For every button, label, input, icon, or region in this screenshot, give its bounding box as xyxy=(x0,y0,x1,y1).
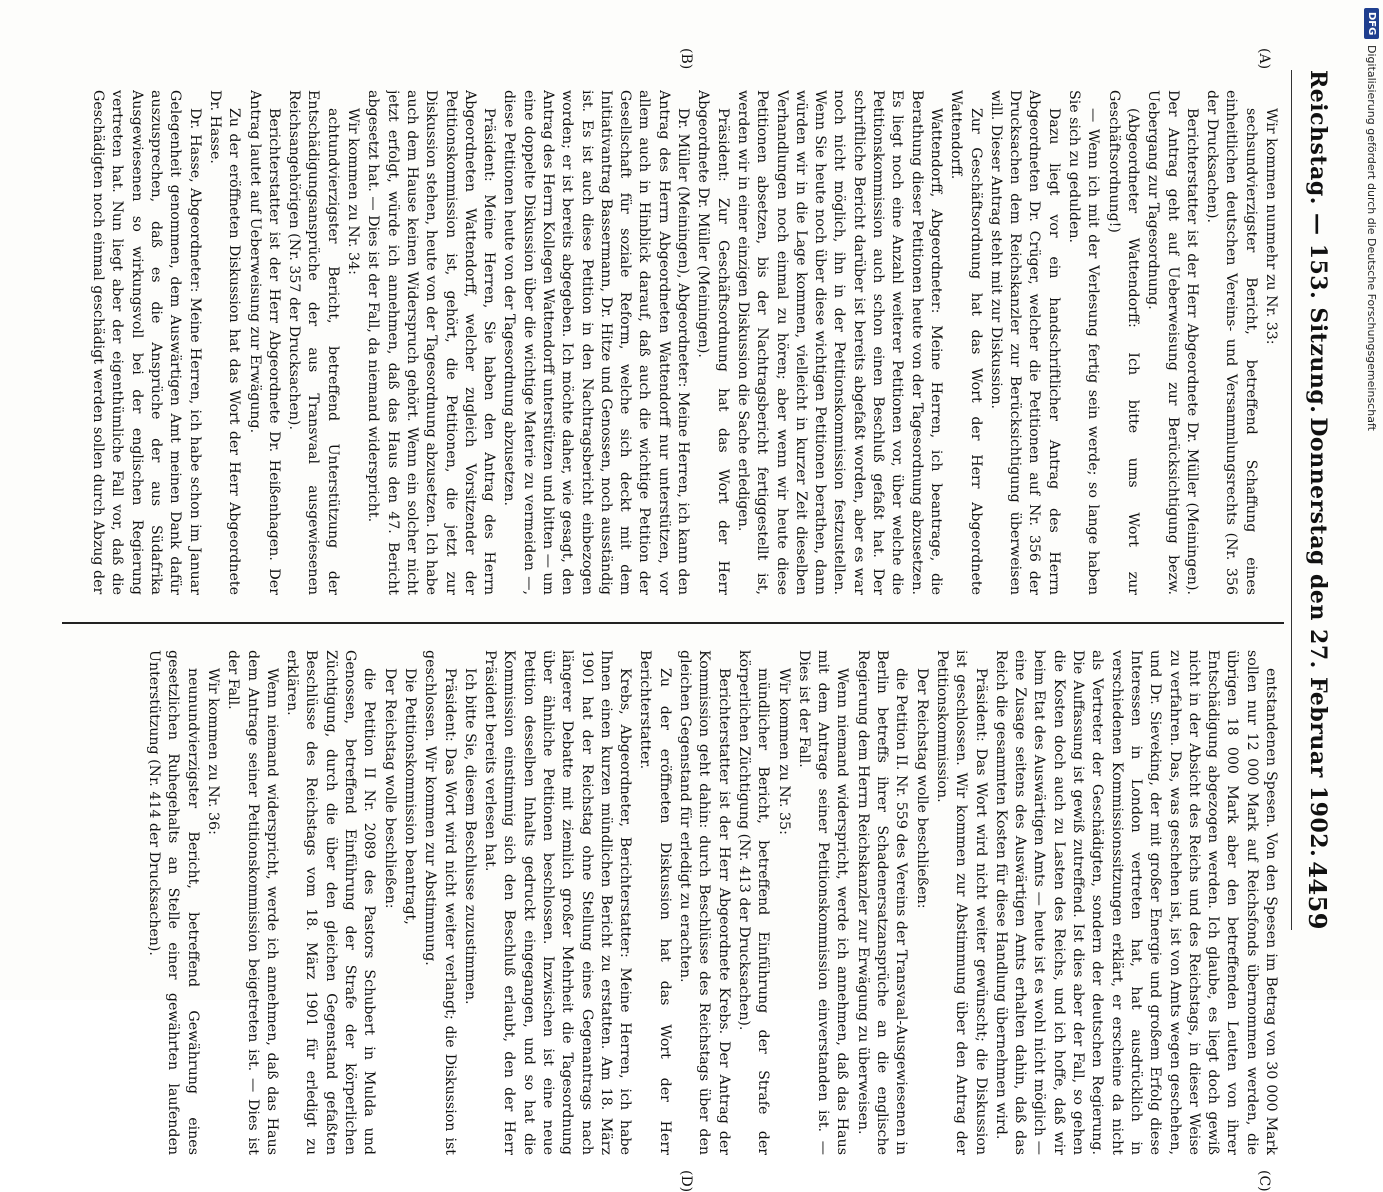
paragraph: Die Petitionskommission beantragt, xyxy=(401,668,418,925)
paragraph: sechsundvierzigster Bericht, betreffend Schaffung eines einheitlichen deutschen Vereins- und Versammlungsrechts (Nr. 356 der Drucksachen). xyxy=(1203,90,1259,595)
margin-marker-d: (D) xyxy=(677,1170,694,1192)
paragraph: die Petition II. Nr. 559 des Vereins der Transvaal-Ausgewiesenen in Berlin betreffs ihrer Schadenersatzansprüche an die englische Regierung dem Herrn Reichskanzler zur Erwägung zu überweisen. xyxy=(854,650,909,1155)
page-header xyxy=(1294,70,1342,930)
paragraph: Wir kommen zu Nr. 34: xyxy=(344,108,361,275)
paragraph: Dazu liegt vor ein handschriftlicher Antrag des Herrn Abgeordneten Dr. Crüger, welcher die Petitionen auf Nr. 356 der Drucksachen dem Reichskanzler zur Berücksichtigung überweisen will. Dieser Antrag steht mit zur Diskussion. xyxy=(987,90,1062,595)
paragraph: Zur Geschäftsordnung hat das Wort der Herr Abgeordnete Wattendorff. xyxy=(947,90,984,595)
right-column xyxy=(72,650,1280,1155)
margin-marker-c: (C) xyxy=(1255,1170,1272,1192)
paragraph: mündlicher Bericht, betreffend Einführung der Strafe der körperlichen Züchtigung (Nr. 413 der Drucksachen). xyxy=(735,650,771,1155)
paragraph: die Petition II Nr. 2089 des Pastors Schubert in Mulda und Genossen, betreffend Einführung der Strafe der körperlichen Züchtigung, durch die über den gleichen Gegenstand gefaßten Beschlüsse des Reichstags vom 18. März 1901 für erledigt zu erklären. xyxy=(283,650,377,1155)
paragraph: Berichterstatter ist der Herr Abgeordnete Dr. Heißenhagen. Der Antrag lautet auf Ueberweisung zur Erwägung. xyxy=(246,90,282,595)
funding-text: Digitalisierung gefördert durch die Deutsche Forschungsgemeinschaft xyxy=(1365,45,1378,432)
left-column xyxy=(72,90,1280,595)
paragraph: achtundvierzigster Bericht, betreffend Unterstützung der Entschädigungsansprüche der aus Transvaal ausgewiesenen Reichsangehörigen (Nr. 357 der Drucksachen). xyxy=(285,90,341,595)
paragraph: Wir kommen zu Nr. 36: xyxy=(204,668,221,835)
paragraph: Zu der eröffneten Diskussion hat das Wort der Herr Berichterstatter. xyxy=(637,650,673,1155)
dfg-logo: DFG xyxy=(1364,8,1379,39)
paragraph: Wir kommen zu Nr. 35: xyxy=(775,668,792,835)
paragraph: Präsident: Zur Geschäftsordnung hat das Wort der Herr Abgeordnete Dr. Müller (Meiningen). xyxy=(694,90,731,595)
paragraph: Der Reichstag wolle beschließen: xyxy=(381,668,398,909)
paragraph: Wir kommen nunmehr zu Nr. 33: xyxy=(1262,108,1279,345)
header-rule xyxy=(1291,70,1292,930)
paragraph: Präsident: Meine Herren, Sie haben den Antrag des Herrn Abgeordneten Wattendorff, welcher zugleich Vorsitzender der Petitionskommission ist, gehört, die Petitionen, die jetzt zur Diskussion stehen, heute von der Tagesordnung abzusetzen. Ich habe auch dem Hause keinen Widerspruch gehört. Wenn ein solcher nicht jetzt erfolgt, würde ich annehmen, daß das Haus den 47. Bericht abgesetzt hat. — Dies ist der Fall, da niemand widerspricht. xyxy=(364,90,497,595)
paragraph: neunundvierzigster Bericht, betreffend Gewährung eines gesetzlichen Ruhegehalts an Stelle einer gewährten laufenden Unterstützung (Nr. 414 der Drucksachen). xyxy=(145,650,201,1155)
column-divider xyxy=(62,622,1284,624)
margin-marker-a: (A) xyxy=(1255,48,1272,70)
header-left: Reichstag. — 153. Sitzung. xyxy=(1304,70,1331,414)
paragraph: Zu der eröffneten Diskussion hat das Wort der Herr Abgeordnete Dr. Hasse. xyxy=(206,90,242,595)
page-number: 4459 xyxy=(1303,861,1332,930)
paragraph: Der Reichstag wolle beschließen: xyxy=(913,668,930,909)
paragraph: Krebs, Abgeordneter, Berichterstatter: Meine Herren, ich habe Ihnen einen kurzen mündlichen Bericht zu erstatten. Am 18. März 1901 hat der Reichstag ohne Stellung eines Gegenantrags nach längerer Debatte mit ziemlich großer Mehrheit die Tagesordnung über ähnliche Petitionen beschlossen. Inzwischen ist eine neue Petition desselben Inhalts gedruckt eingegangen, und so hat die Kommission einstimmig sich den Beschluß erlaubt, den der Herr Präsident bereits verlesen hat. xyxy=(481,650,633,1155)
paragraph: Wattendorff, Abgeordneter: Meine Herren, ich beantrage, die Berathung dieser Petitionen heute von der Tagesordnung abzusetzen. Es liegt noch eine Anzahl weiterer Petitionen vor, über welche die Petitionskommission auch schon einen Beschluß gefaßt hat. Der schriftliche Bericht darüber ist bereits abgefaßt worden, aber es war noch nicht möglich, ihn in der Petitionskommission festzustellen. Wenn Sie heute noch über diese wichtigen Petitionen berathen, dann würden wir in die Lage kommen, vielleicht in kurzer Zeit dieselben Verhandlungen noch einmal zu hören; aber wenn wir heute diese Petitionen absetzen, bis der Nachtragsbericht fertiggestellt ist, werden wir in einer einzigen Diskussion die Sache erledigen. xyxy=(734,90,944,595)
paragraph: Wenn niemand widerspricht, werde ich annehmen, daß das Haus dem Antrage seiner Petitionskommission beigetreten ist. — Dies ist der Fall. xyxy=(224,650,280,1155)
paragraph: Ich bitte Sie, diesem Beschlusse zuzustimmen. xyxy=(461,668,478,1005)
rotated-page-content xyxy=(42,30,1342,1192)
paragraph: Präsident: Das Wort wird nicht weiter verlangt; die Diskussion ist geschlossen. Wir kommen zur Abstimmung. xyxy=(421,650,458,1155)
margin-marker-b: (B) xyxy=(677,48,694,70)
paragraph: Präsident: Das Wort wird nicht weiter gewünscht; die Diskussion ist geschlossen. Wir kommen zur Abstimmung über den Antrag der Petitionskommission. xyxy=(933,650,989,1155)
paragraph: — Wenn ich mit der Verlesung fertig sein werde; so lange haben Sie sich zu gedulden. xyxy=(1065,90,1101,595)
paragraph: Dr. Hasse, Abgeordneter: Meine Herren, ich habe schon im Januar Gelegenheit genommen, dem Auswärtigen Amt meinen Dank dafür auszusprechen, daß es die Ansprüche der aus Südafrika Ausgewiesenen so wirkungsvoll bei der englischen Regierung vertreten hat. Nun liegt aber der eigenthümliche Fall vor, daß die Geschädigten noch einmal geschädigt werden sollen durch Abzug der xyxy=(89,90,203,595)
paragraph: Berichterstatter ist der Herr Abgeordnete Krebs. Der Antrag der Kommission geht dahin: durch Beschlüsse des Reichstags über den gleichen Gegenstand für erledigt zu erachten. xyxy=(676,650,732,1155)
header-date: Donnerstag den 27. Februar 1902. xyxy=(1304,417,1331,858)
paragraph: Wenn niemand widerspricht, werde ich annehmen, daß das Haus mit dem Antrage seiner Petitionskommission einverstanden ist. — Dies ist der Fall. xyxy=(795,650,850,1155)
paragraph: (Abgeordneter Wattendorff: Ich bitte ums Wort zur Geschäftsordnung!) xyxy=(1105,90,1141,595)
paragraph: entstandenen Spesen. Von den Spesen im Betrag von 30 000 Mark sollen nur 12 000 Mark auf Reichsfonds übernommen werden, die übrigen 18 000 Mark aber den betreffenden Leuten von ihrer Entschädigung abgezogen werden. Ich glaube, es liegt doch gewiß nicht in der Absicht des Reichs und des Reichstags, in dieser Weise zu verfahren. Das, was geschehen ist, ist von Amts wegen geschehen, und Dr. Sieveking, der mit großer Energie und großem Erfolg diese Interessen in London vertreten hat, hat ausdrücklich in verschiedenen Kommissionssitzungen erklärt, er erscheine da nicht als Vertreter der Geschädigten, sondern der deutschen Regierung. Die Auffassung ist gewiß zutreffend. Ist dies aber der Fall, so gehen die Kosten doch auch zu Lasten des Reichs, und ich hoffe, daß wir beim Etat des Auswärtigen Amts — heute ist es wohl nicht möglich — eine Zusage seitens des Auswärtigen Amts erhalten dahin, daß das Reich die gesammten Kosten für diese Handlung übernehmen wird. xyxy=(992,650,1279,1155)
paragraph: Dr. Müller (Meiningen), Abgeordneter: Meine Herren, ich kann den Antrag des Herrn Abgeordneten Wattendorff nur unterstützen, vor allem auch in Hinblick darauf, daß auch die wichtige Petition der Gesellschaft für soziale Reform, welche sich deckt mit dem Initiativantrag Bassermann, Dr. Hitze und Genossen, noch ausständig ist. Es ist auch diese Petition in den Nachtragsbericht einbezogen worden; er ist bereits abgegeben. Ich möchte daher, wie gesagt, den Antrag des Herrn Kollegen Wattendorff unterstützen und bitten — um eine doppelte Diskussion über die wichtige Materie zu vermeiden —, diese Petitionen heute von der Tagesordnung abzusetzen. xyxy=(500,90,691,595)
funding-note xyxy=(1364,8,1379,431)
paragraph: Berichterstatter ist der Herr Abgeordnete Dr. Müller (Meiningen). Der Antrag geht auf Ueberweisung zur Berücksichtigung bezw. Uebergang zur Tagesordnung. xyxy=(1144,90,1200,595)
